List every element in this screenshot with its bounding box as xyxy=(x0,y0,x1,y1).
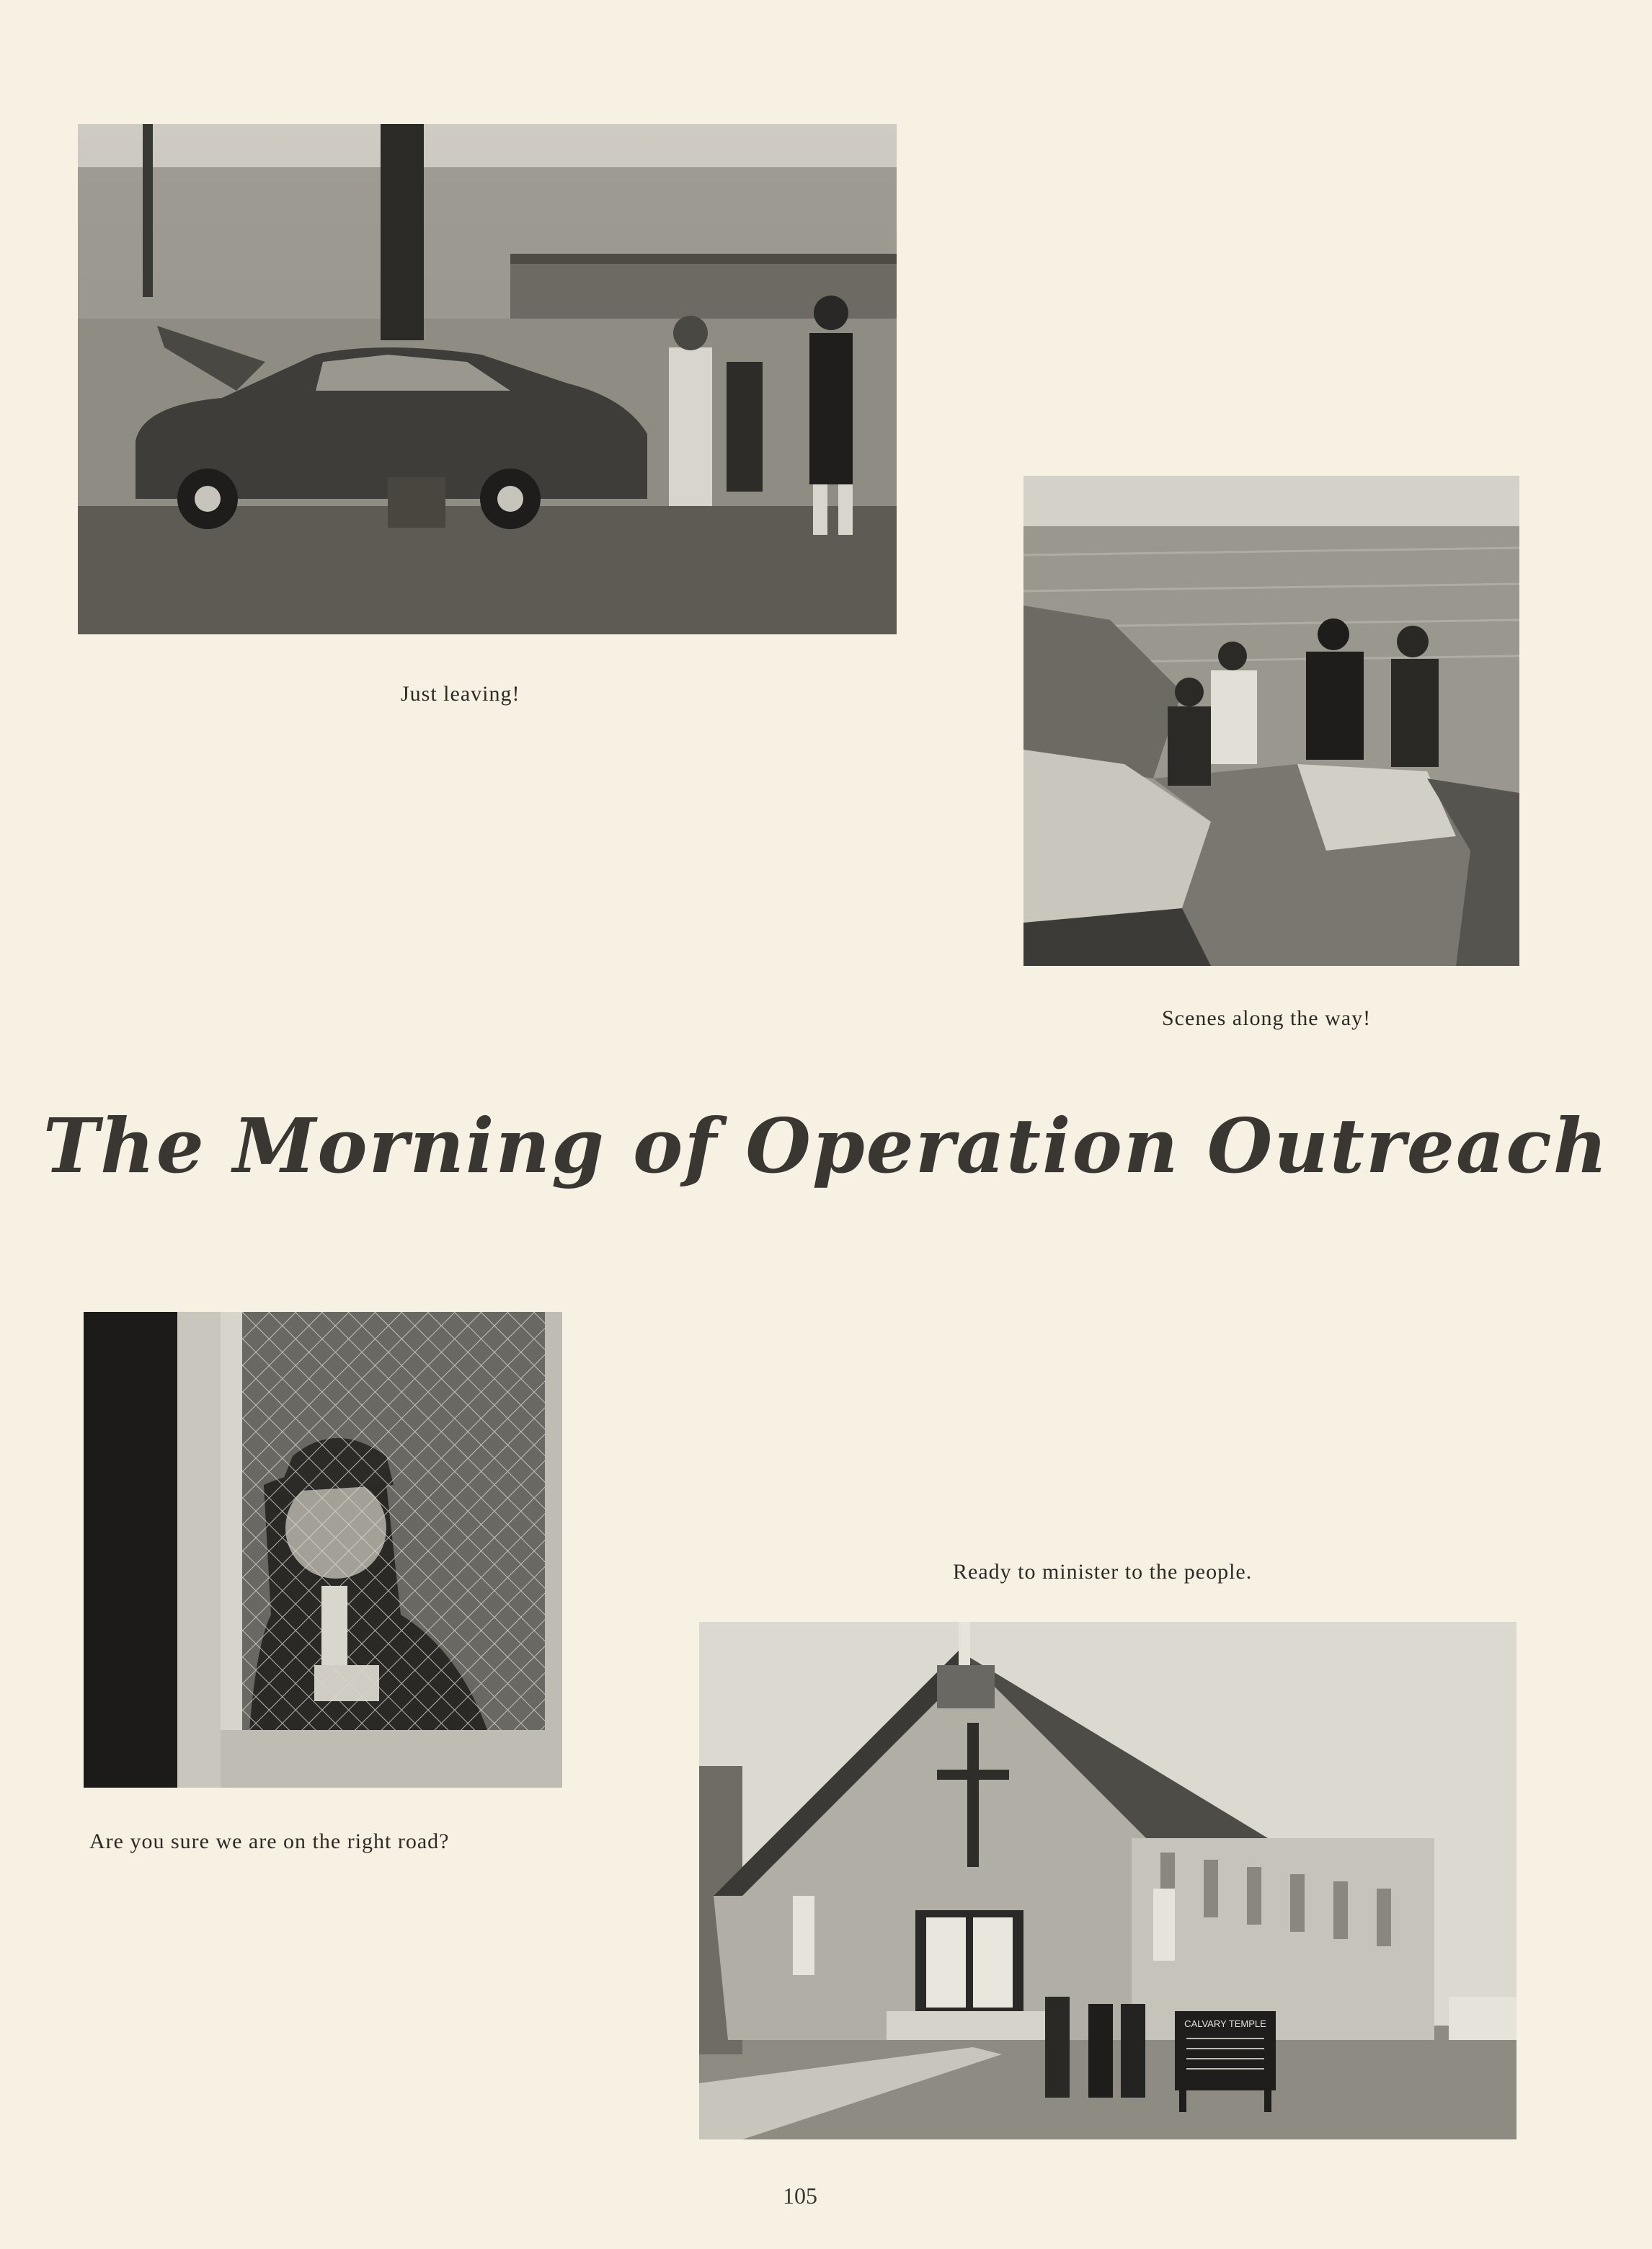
caption-window-phone: Are you sure we are on the right road? xyxy=(89,1829,450,1853)
caption-church: Ready to minister to the people. xyxy=(953,1560,1253,1584)
caption-car-loading: Just leaving! xyxy=(401,682,520,706)
photo-church xyxy=(699,1622,1516,2139)
photo-window-phone xyxy=(84,1312,562,1788)
page-title: The Morning of Operation Outreach xyxy=(43,1101,1609,1190)
photo-shoreline xyxy=(1023,476,1519,966)
caption-shoreline: Scenes along the way! xyxy=(1162,1006,1372,1030)
page-number: 105 xyxy=(783,2183,817,2209)
church-sign-text: CALVARY TEMPLE xyxy=(1184,2018,1266,2029)
photo-car-loading xyxy=(78,124,897,634)
